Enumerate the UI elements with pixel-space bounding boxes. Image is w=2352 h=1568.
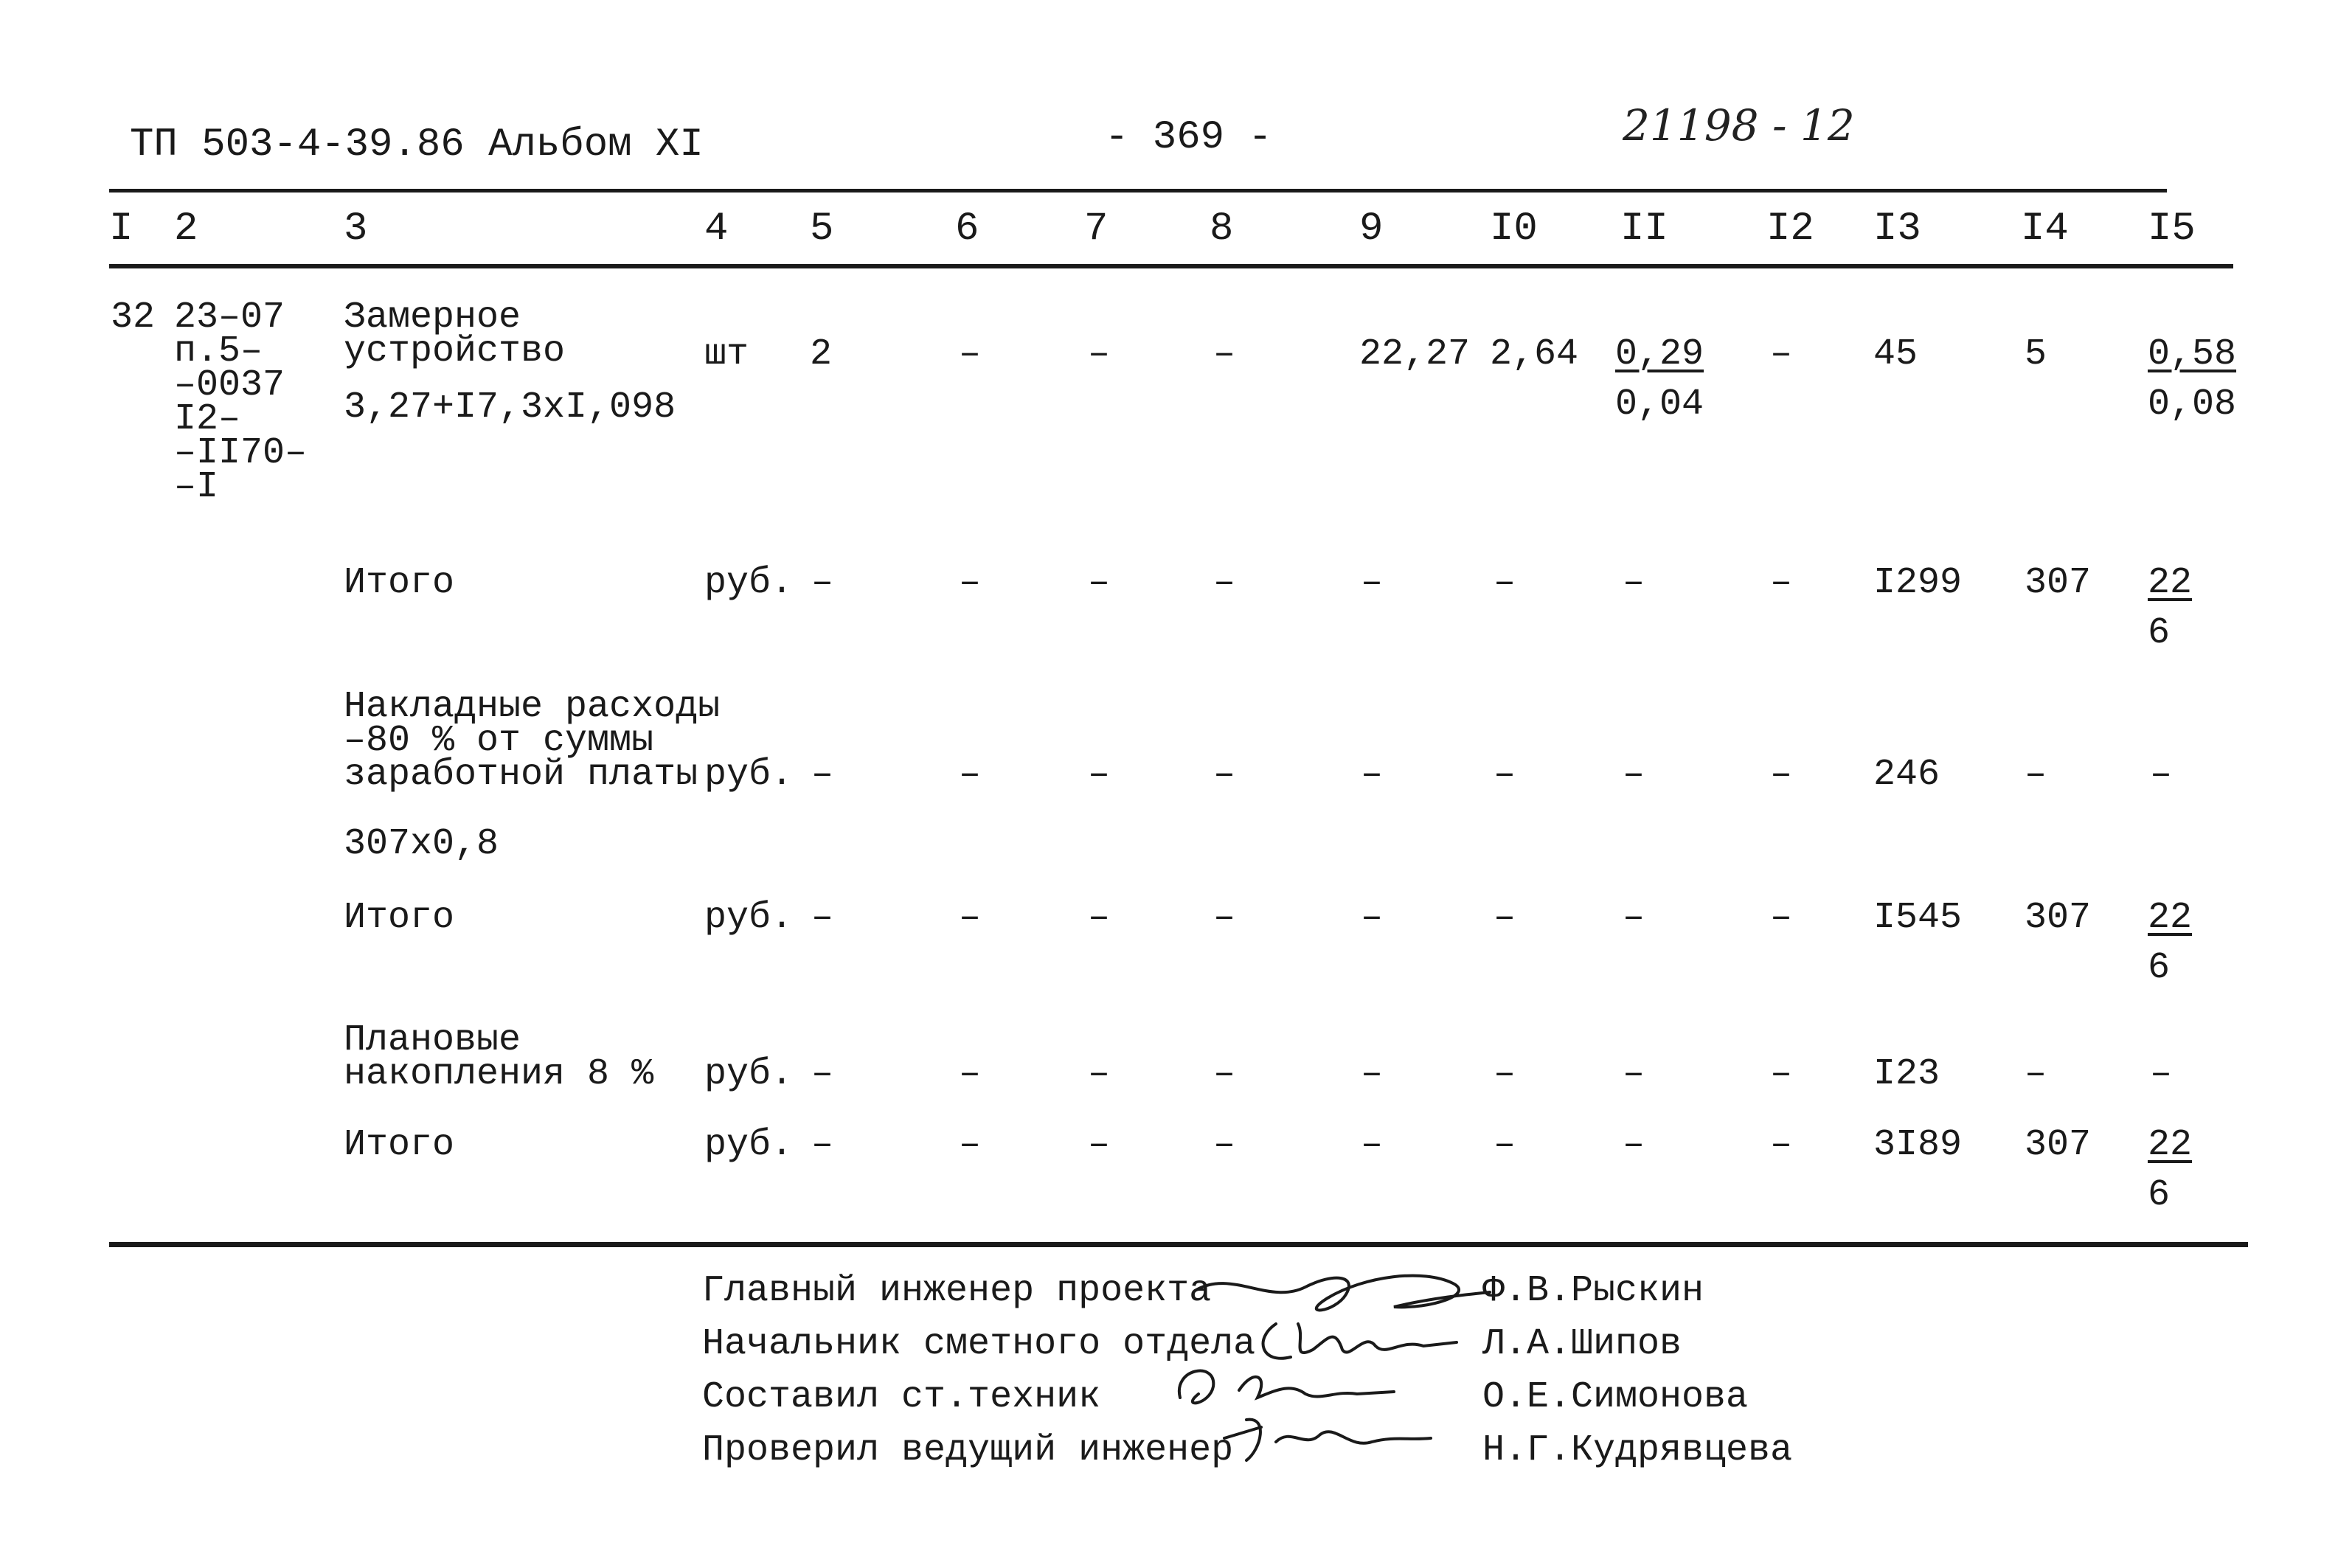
itogo1-c9: – xyxy=(1361,562,1384,604)
planned-unit: руб. xyxy=(704,1053,794,1095)
overhead-c9: – xyxy=(1361,754,1384,796)
overhead-c12: – xyxy=(1770,754,1793,796)
signature-mark-4 xyxy=(1217,1405,1438,1471)
itogo3-c13: 3I89 xyxy=(1873,1124,1963,1166)
overhead-formula: 307x0,8 xyxy=(344,823,499,865)
row-code: 23–07 п.5– –0037 I2– –II70– –I xyxy=(174,296,308,508)
overhead-c5: – xyxy=(811,754,834,796)
itogo1-c12: – xyxy=(1770,562,1793,604)
itogo1-c10: – xyxy=(1494,562,1516,604)
overhead-c10: – xyxy=(1494,754,1516,796)
page-number: - 369 - xyxy=(1105,115,1272,160)
itogo2-c10: – xyxy=(1494,897,1516,939)
col-header-5: 5 xyxy=(810,207,834,251)
row-c14: 5 xyxy=(2025,333,2047,375)
col-header-12: I2 xyxy=(1766,207,1814,251)
header-rule xyxy=(109,264,2233,268)
bottom-rule xyxy=(109,1242,2248,1247)
planned-c12: – xyxy=(1770,1053,1793,1095)
col-header-14: I4 xyxy=(2021,207,2069,251)
overhead-c15: – xyxy=(2150,754,2173,796)
col-header-15: I5 xyxy=(2148,207,2196,251)
itogo3-c14: 307 xyxy=(2025,1124,2092,1166)
itogo2-c13: I545 xyxy=(1873,897,1963,939)
inventory-number: 21198 - 12 xyxy=(1623,100,1855,150)
row-c15-fraction: $\frac{0,58}{0,08}$ xyxy=(2148,333,2237,426)
itogo1-c14: 307 xyxy=(2025,562,2092,604)
overhead-c14: – xyxy=(2025,754,2047,796)
itogo1-c8: – xyxy=(1213,562,1236,604)
col-header-7: 7 xyxy=(1084,207,1109,251)
col-header-2: 2 xyxy=(174,207,198,251)
itogo2-c12: – xyxy=(1770,897,1793,939)
itogo3-c9: – xyxy=(1361,1124,1384,1166)
row-c12: – xyxy=(1770,333,1793,375)
itogo1-c7: – xyxy=(1088,562,1111,604)
row-c5: 2 xyxy=(810,333,833,375)
signature-role-4: Проверил ведущий инженер xyxy=(702,1429,1234,1471)
itogo2-c14: 307 xyxy=(2025,897,2092,939)
row-name: Замерное устройство xyxy=(344,296,566,372)
planned-c8: – xyxy=(1213,1053,1236,1095)
itogo3-label: Итого xyxy=(344,1124,455,1166)
col-header-1: I xyxy=(109,207,133,251)
itogo1-unit: руб. xyxy=(704,562,794,604)
row-number: 32 xyxy=(111,296,156,339)
itogo2-label: Итого xyxy=(344,897,455,939)
itogo2-unit: руб. xyxy=(704,897,794,939)
col-header-6: 6 xyxy=(955,207,979,251)
overhead-c11: – xyxy=(1623,754,1645,796)
col-header-4: 4 xyxy=(704,207,729,251)
signature-role-2: Начальник сметного отдела xyxy=(702,1323,1256,1365)
signature-name-2: Л.А.Шипов xyxy=(1482,1323,1682,1365)
itogo3-c6: – xyxy=(959,1124,982,1166)
row-c6: – xyxy=(959,333,982,375)
col-header-9: 9 xyxy=(1359,207,1384,251)
itogo3-c10: – xyxy=(1494,1124,1516,1166)
overhead-c8: – xyxy=(1213,754,1236,796)
itogo2-c11: – xyxy=(1623,897,1645,939)
itogo3-c12: – xyxy=(1770,1124,1793,1166)
planned-c10: – xyxy=(1494,1053,1516,1095)
planned-c5: – xyxy=(811,1053,834,1095)
itogo3-unit: руб. xyxy=(704,1124,794,1166)
document-code: ТП 503-4-39.86 Альбом XI xyxy=(130,122,704,167)
row-formula: 3,27+I7,3xI,098 xyxy=(344,386,676,429)
itogo2-c8: – xyxy=(1213,897,1236,939)
row-c13: 45 xyxy=(1873,333,1918,375)
planned-label: Плановые накопления 8 % xyxy=(344,1019,654,1095)
itogo1-c15-fraction: $\frac{22}{6}$ xyxy=(2148,562,2193,654)
col-header-11: II xyxy=(1620,207,1668,251)
overhead-unit: руб. xyxy=(704,754,794,796)
signature-role-3: Составил ст.техник xyxy=(702,1376,1101,1418)
planned-c14: – xyxy=(2025,1053,2047,1095)
itogo1-c11: – xyxy=(1623,562,1645,604)
overhead-c7: – xyxy=(1088,754,1111,796)
row-c7: – xyxy=(1088,333,1111,375)
row-c9: 22,27 xyxy=(1359,333,1471,375)
overhead-c6: – xyxy=(959,754,982,796)
planned-c6: – xyxy=(959,1053,982,1095)
col-header-8: 8 xyxy=(1210,207,1234,251)
planned-c13: I23 xyxy=(1873,1053,1940,1095)
col-header-13: I3 xyxy=(1873,207,1921,251)
col-header-10: I0 xyxy=(1490,207,1538,251)
signature-name-4: Н.Г.Кудрявцева xyxy=(1482,1429,1793,1471)
itogo1-c6: – xyxy=(959,562,982,604)
row-c8: – xyxy=(1213,333,1236,375)
overhead-label: Накладные расходы –80 % от суммы заработной платы xyxy=(344,686,721,796)
itogo3-c15-fraction: $\frac{22}{6}$ xyxy=(2148,1124,2193,1216)
signature-role-1: Главный инженер проекта xyxy=(702,1270,1212,1312)
itogo2-c7: – xyxy=(1088,897,1111,939)
signature-name-3: О.Е.Симонова xyxy=(1482,1376,1749,1418)
planned-c11: – xyxy=(1623,1053,1645,1095)
row-c10: 2,64 xyxy=(1490,333,1579,375)
row-unit: шт xyxy=(704,333,749,375)
row-c11-fraction: $\frac{0,29}{0,04}$ xyxy=(1615,333,1704,426)
itogo2-c6: – xyxy=(959,897,982,939)
top-rule xyxy=(109,189,2167,192)
overhead-c13: 246 xyxy=(1873,754,1940,796)
itogo1-label: Итого xyxy=(344,562,455,604)
planned-c9: – xyxy=(1361,1053,1384,1095)
itogo2-c5: – xyxy=(811,897,834,939)
itogo2-c15-fraction: $\frac{22}{6}$ xyxy=(2148,897,2193,989)
itogo1-c5: – xyxy=(811,562,834,604)
itogo3-c11: – xyxy=(1623,1124,1645,1166)
signature-name-1: Ф.В.Рыскин xyxy=(1482,1270,1704,1312)
itogo3-c7: – xyxy=(1088,1124,1111,1166)
itogo3-c8: – xyxy=(1213,1124,1236,1166)
col-header-3: 3 xyxy=(344,207,368,251)
planned-c7: – xyxy=(1088,1053,1111,1095)
itogo2-c9: – xyxy=(1361,897,1384,939)
itogo1-c13: I299 xyxy=(1873,562,1963,604)
planned-c15: – xyxy=(2150,1053,2173,1095)
itogo3-c5: – xyxy=(811,1124,834,1166)
